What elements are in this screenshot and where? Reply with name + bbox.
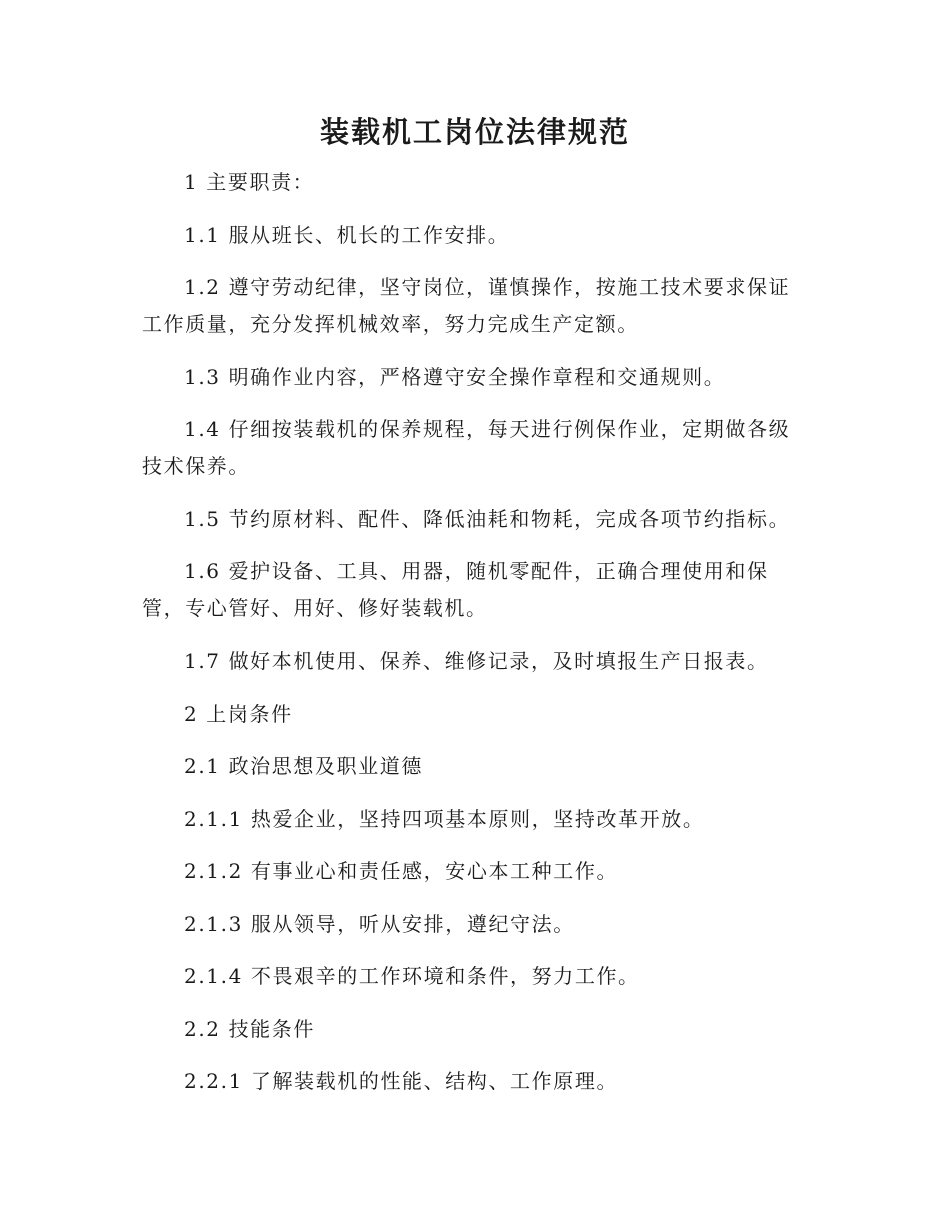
paragraph-1-4: 1.4 仔细按装载机的保养规程，每天进行例保作业，定期做各级技术保养。 (142, 417, 791, 478)
paragraph-section-1-heading: 1 主要职责： (184, 170, 315, 194)
paragraph-2-2: 2.2 技能条件 (184, 1017, 315, 1041)
paragraph-2-1-4: 2.1.4 不畏艰辛的工作环境和条件，努力工作。 (184, 964, 640, 988)
paragraph-2-1-1: 2.1.1 热爱企业，坚持四项基本原则，坚持改革开放。 (184, 807, 705, 831)
paragraph-2-1-3: 2.1.3 服从领导，听从安排，遵纪守法。 (184, 912, 575, 936)
paragraph-2-1-2: 2.1.2 有事业心和责任感，安心本工种工作。 (184, 859, 619, 883)
paragraph-1-6: 1.6 爱护设备、工具、用器，随机零配件，正确合理使用和保管，专心管好、用好、修好装载机。 (142, 559, 769, 620)
paragraph-1-1: 1.1 服从班长、机长的工作安排。 (184, 223, 510, 247)
paragraph-1-3: 1.3 明确作业内容，严格遵守安全操作章程和交通规则。 (184, 365, 726, 389)
paragraph-2-2-1: 2.2.1 了解装载机的性能、结构、工作原理。 (184, 1069, 619, 1093)
paragraph-1-7: 1.7 做好本机使用、保养、维修记录，及时填报生产日报表。 (184, 649, 769, 673)
paragraph-section-2-heading: 2 上岗条件 (184, 702, 293, 726)
paragraph-1-2: 1.2 遵守劳动纪律，坚守岗位，谨慎操作，按施工技术要求保证工作质量，充分发挥机械效率，努力完成生产定额。 (142, 275, 791, 336)
page-title: 装载机工岗位法律规范 (319, 115, 630, 149)
paragraph-2-1: 2.1 政治思想及职业道德 (184, 754, 423, 778)
paragraph-1-5: 1.5 节约原材料、配件、降低油耗和物耗，完成各项节约指标。 (184, 507, 791, 531)
